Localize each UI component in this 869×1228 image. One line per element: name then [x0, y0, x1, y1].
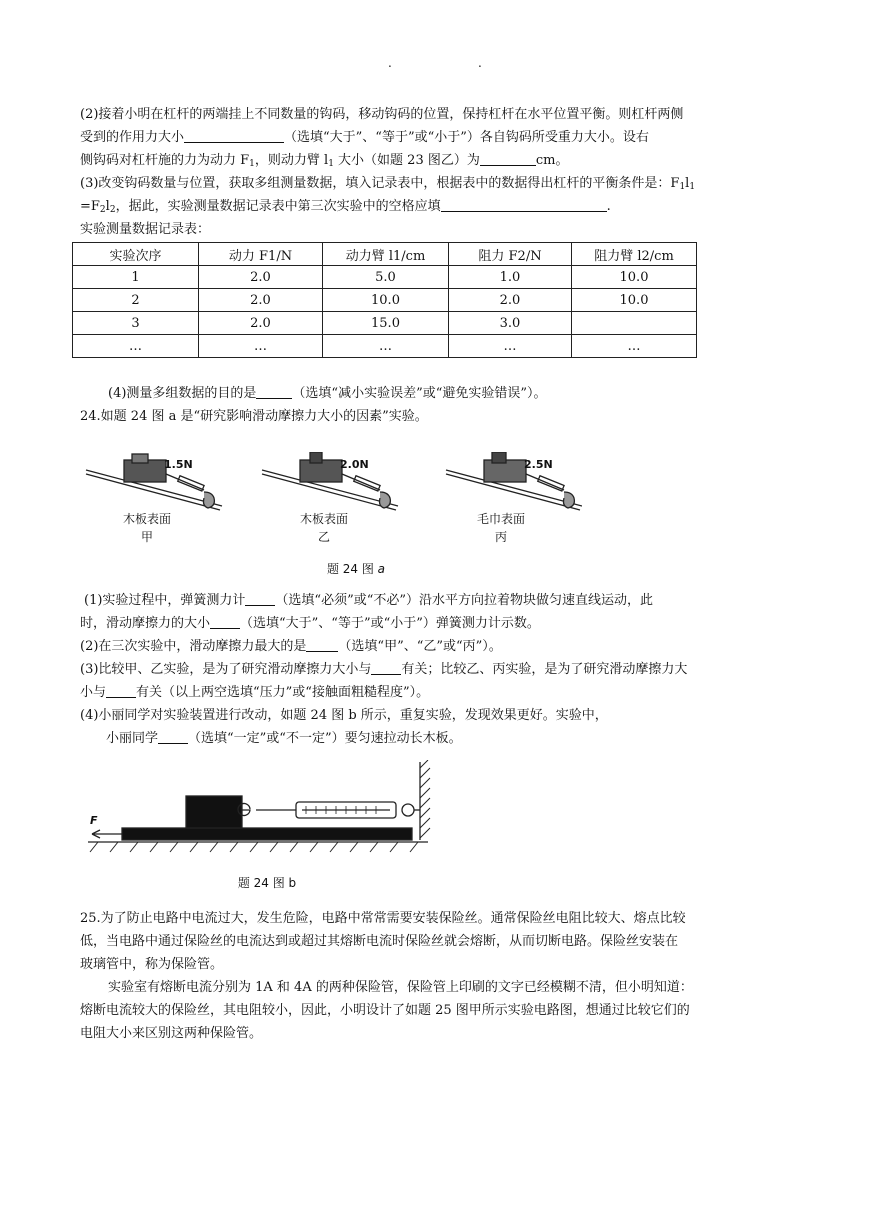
table-header: 动力 F1/N — [199, 243, 323, 266]
answer-blank[interactable] — [184, 128, 284, 143]
text: 有关；比较乙、丙实验，是为了研究滑动摩擦力大 — [401, 662, 688, 677]
answer-blank[interactable] — [210, 614, 240, 629]
table-cell: 1 — [73, 266, 199, 289]
q25-para2-line3: 电阻大小来区别这两种保险管。 — [80, 1026, 263, 1041]
panel-jia-drawing — [86, 454, 222, 510]
q24-part1-line2 — [80, 613, 792, 636]
table-cell: 3.0 — [449, 312, 572, 335]
q24-part3-line2 — [80, 682, 792, 705]
q23-part2-line1: (2)接着小明在杠杆的两端挂上不同数量的钩码，移动钩码的位置，保持杠杆在水平位置平衡。则杠杆两侧 — [80, 107, 684, 122]
q25-para1-line2: 低，当电路中通过保险丝的电流达到或超过其熔断电流时保险丝就会熔断，从而切断电路。保险丝安装在 — [80, 934, 679, 949]
table-cell: 5.0 — [323, 266, 449, 289]
answer-blank[interactable] — [480, 151, 536, 166]
answer-blank[interactable] — [245, 591, 275, 606]
text: . — [606, 199, 611, 214]
table-row — [73, 266, 697, 289]
answer-blank[interactable] — [256, 384, 292, 399]
table-cell-blank[interactable] — [572, 312, 697, 335]
q24-part4-line2 — [106, 728, 818, 751]
text: 受到的作用力大小 — [80, 130, 185, 145]
table-header: 实验次序 — [73, 243, 199, 266]
text: 大小（如题 23 图乙）为 — [333, 153, 480, 168]
text: (3)改变钩码数量与位置，获取多组测量数据，填入记录表中，根据表中的数据得出杠杆的平衡条件是：F — [80, 176, 680, 191]
force-label: 1.5N — [164, 458, 193, 471]
table-cell: 3 — [73, 312, 199, 335]
text: （选填“减小实验误差”或“避免实验错误”）。 — [292, 386, 547, 401]
subscript: 1 — [679, 182, 686, 192]
table-cell: 2.0 — [199, 289, 323, 312]
text: (2)在三次实验中，滑动摩擦力最大的是 — [80, 639, 307, 654]
subscript: 2 — [99, 205, 106, 215]
table-row — [73, 335, 697, 358]
table-cell: … — [572, 335, 697, 358]
subscript: 1 — [249, 159, 255, 169]
q24-part1-line1 — [84, 590, 796, 613]
text: 小丽同学 — [106, 731, 159, 746]
text: l — [105, 199, 110, 214]
panel-name: 乙 — [317, 530, 330, 544]
surface-label: 木板表面 — [299, 512, 348, 526]
figure-24a — [82, 452, 582, 582]
subscript: 1 — [328, 159, 334, 169]
header-dot: . — [388, 56, 392, 70]
q23-part2-line2 — [80, 127, 792, 150]
q23-part3-line1 — [80, 173, 792, 199]
q24-part4-line1: (4)小丽同学对实验装置进行改动，如题 24 图 b 所示，重复实验，发现效果更好。实验中， — [80, 708, 608, 723]
text: =F — [80, 199, 100, 214]
table-row — [73, 289, 697, 312]
force-label: 2.0N — [340, 458, 369, 471]
text: （选填“大于”、“等于”或“小于”）各自钩码所受重力大小。设右 — [284, 130, 649, 145]
subscript: 1 — [689, 182, 696, 192]
text: (4)测量多组数据的目的是 — [108, 386, 257, 401]
surface-label: 木板表面 — [122, 512, 171, 526]
text: (1)实验过程中，弹簧测力计 — [84, 593, 246, 608]
text: 侧钩码对杠杆施的力为动力 F — [80, 153, 250, 168]
text: cm。 — [535, 153, 569, 168]
answer-blank[interactable] — [158, 729, 188, 744]
header-dot: . — [478, 56, 482, 70]
q23-part2-line3 — [80, 150, 792, 176]
caption-letter: a — [377, 562, 386, 576]
panel-name: 丙 — [494, 530, 507, 544]
table-caption: 实验测量数据记录表： — [80, 222, 211, 237]
answer-blank[interactable] — [306, 637, 338, 652]
text: （选填“大于”、“等于”或“小于”）弹簧测力计示数。 — [240, 616, 540, 631]
text: ，则动力臂 l — [254, 153, 329, 168]
table-header: 阻力 F2/N — [449, 243, 572, 266]
table-header: 动力臂 l1/cm — [323, 243, 449, 266]
table-cell: 10.0 — [572, 266, 697, 289]
figure-caption — [306, 560, 406, 577]
text: 有关（以上两空选填“压力”或“接触面粗糙程度”）。 — [136, 685, 430, 700]
table-cell: 2.0 — [199, 266, 323, 289]
table-cell: 2.0 — [449, 289, 572, 312]
text: ，据此，实验测量数据记录表中第三次实验中的空格应填 — [115, 199, 441, 214]
text: （选填“一定”或“不一定”）要匀速拉动长木板。 — [188, 731, 462, 746]
table-cell: … — [73, 335, 199, 358]
q23-part3-line2 — [80, 196, 792, 222]
panel-yi-drawing — [262, 452, 398, 510]
record-table — [72, 242, 697, 358]
q24-intro: 24.如题 24 图 a 是“研究影响滑动摩擦力大小的因素”实验。 — [80, 409, 428, 424]
q25-para1-line1: 25.为了防止电路中电流过大，发生危险，电路中常常需要安装保险丝。通常保险丝电阻比较大、熔点比较 — [80, 911, 686, 926]
subscript: 2 — [109, 205, 116, 215]
table-cell: … — [199, 335, 323, 358]
text: （选填“甲”、“乙”或“丙”）。 — [338, 639, 502, 654]
table-row — [73, 312, 697, 335]
text: 小与 — [80, 685, 107, 700]
q24-part3-line1 — [80, 659, 792, 682]
text: l — [685, 176, 690, 191]
q25-para1-line3: 玻璃管中，称为保险管。 — [80, 957, 224, 972]
table-header: 阻力臂 l2/cm — [572, 243, 697, 266]
table-cell: … — [449, 335, 572, 358]
figure-24b — [84, 760, 444, 895]
surface-label: 毛巾表面 — [476, 512, 525, 526]
answer-blank[interactable] — [441, 197, 607, 212]
text: 时，滑动摩擦力的大小 — [80, 616, 211, 631]
table-cell: 1.0 — [449, 266, 572, 289]
q23-part4 — [108, 383, 820, 406]
table-cell: 10.0 — [572, 289, 697, 312]
caption-text: 题 24 图 — [326, 562, 378, 576]
q25-para2-line1: 实验室有熔断电流分别为 1A 和 4A 的两种保险管，保险管上印刷的文字已经模糊不清，但小明知道： — [108, 980, 693, 995]
q24-part2 — [80, 636, 792, 659]
panel-name: 甲 — [140, 530, 153, 544]
table-cell: … — [323, 335, 449, 358]
force-f-label: F — [90, 814, 98, 827]
table-cell: 2.0 — [199, 312, 323, 335]
text: （选填“必须”或“不必”）沿水平方向拉着物块做匀速直线运动，此 — [275, 593, 654, 608]
answer-blank[interactable] — [371, 660, 401, 675]
table-cell: 15.0 — [323, 312, 449, 335]
text: (3)比较甲、乙实验，是为了研究滑动摩擦力大小与 — [80, 662, 372, 677]
figure-caption: 题 24 图 b — [237, 876, 297, 890]
table-cell: 2 — [73, 289, 199, 312]
table-cell: 10.0 — [323, 289, 449, 312]
answer-blank[interactable] — [106, 683, 136, 698]
panel-bing-drawing — [446, 452, 582, 510]
table-header-row — [73, 243, 697, 266]
q25-para2-line2: 熔断电流较大的保险丝，其电阻较小，因此，小明设计了如题 25 图甲所示实验电路图，想通过比较它们的 — [80, 1003, 690, 1018]
force-label: 2.5N — [524, 458, 553, 471]
